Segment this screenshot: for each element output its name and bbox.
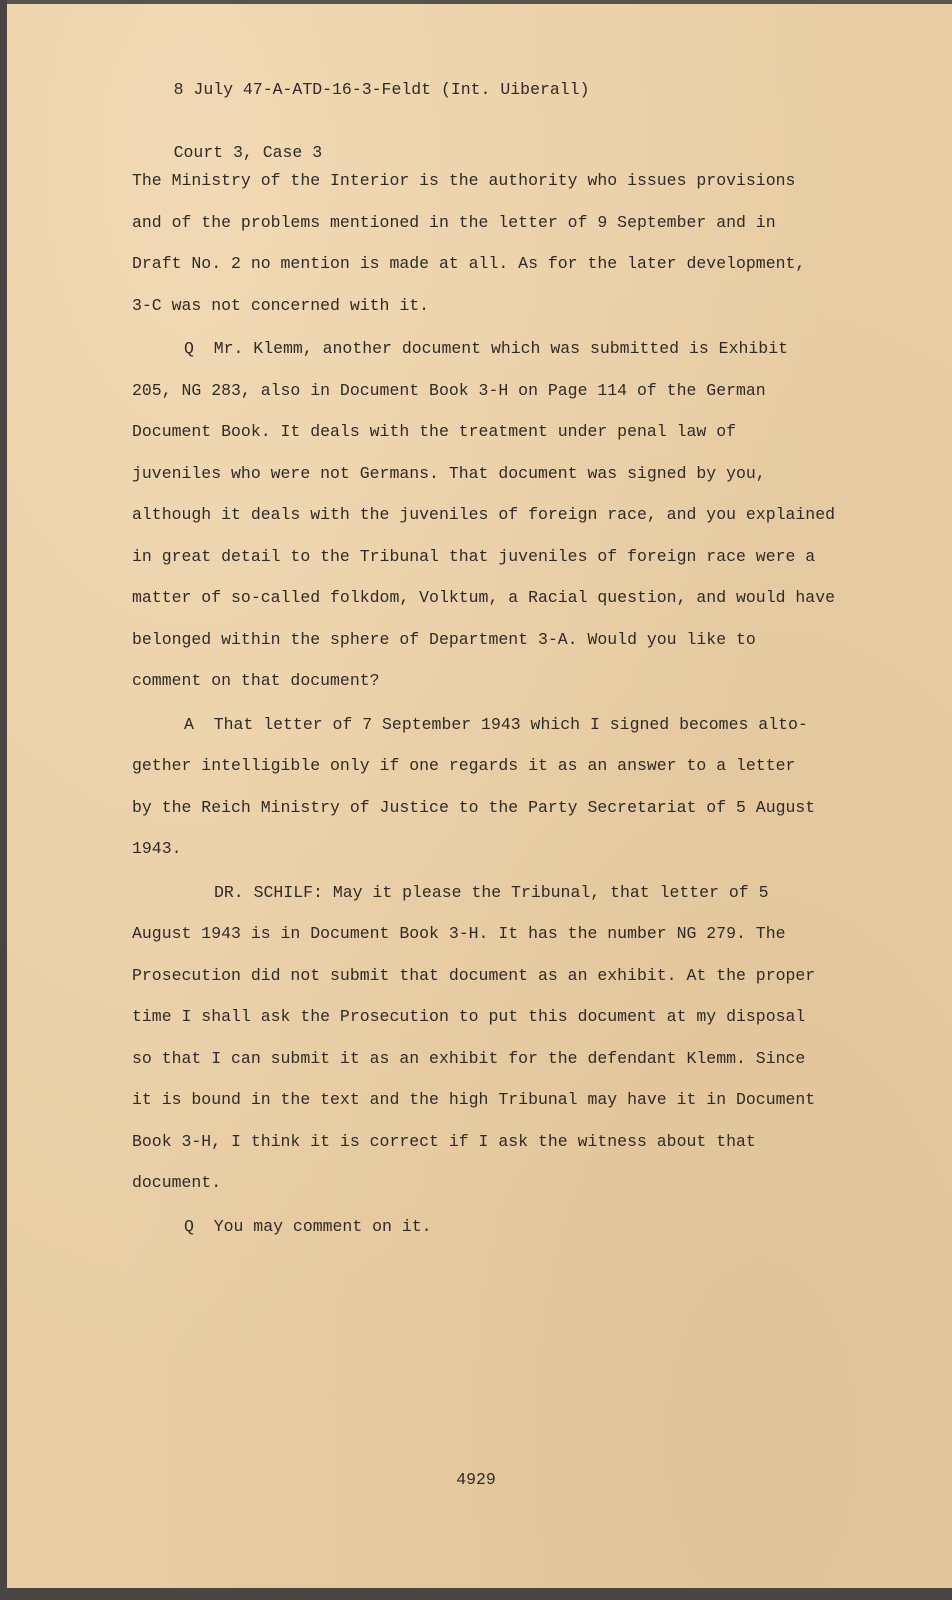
scan-border-bottom — [0, 1588, 952, 1600]
text-line: 1943. — [132, 839, 182, 858]
text-line: it is bound in the text and the high Tribunal may have it in Document — [132, 1090, 816, 1109]
scan-border-top — [0, 0, 952, 4]
text-line: August 1943 is in Document Book 3-H. It has the number NG 279. The — [132, 924, 786, 943]
text-line: Q Mr. Klemm, another document which was submitted is Exhibit — [184, 339, 788, 358]
counsel-statement-paragraph — [132, 872, 862, 1204]
answer-paragraph — [132, 704, 862, 870]
text-line: DR. SCHILF: May it please the Tribunal, that letter of 5 — [214, 882, 769, 902]
text-line: Document Book. It deals with the treatment under penal law of — [132, 422, 736, 441]
text-line: 205, NG 283, also in Document Book 3-H on Page 114 of the German — [132, 380, 766, 400]
text-line: gether intelligible only if one regards it as an answer to a letter — [132, 756, 796, 775]
paragraph — [132, 160, 862, 326]
text-line: The Ministry of the Interior is the authority who issues provisions — [132, 171, 796, 190]
question-paragraph — [132, 1206, 862, 1248]
header-session-line: 8 July 47-A-ATD-16-3-Feldt (Int. Uiberall) — [173, 80, 590, 99]
text-line: and of the problems mentioned in the letter of 9 September and in — [132, 212, 776, 232]
text-line: Draft No. 2 no mention is made at all. As for the later development, — [132, 254, 806, 273]
text-line: by the Reich Ministry of Justice to the Party Secretariat of 5 August — [132, 797, 816, 817]
text-line: 3-C was not concerned with it. — [132, 295, 430, 315]
scan-border-left — [0, 0, 7, 1600]
text-line: A That letter of 7 September 1943 which I signed becomes alto- — [184, 714, 808, 734]
text-line: matter of so-called folkdom, Volktum, a Racial question, and would have — [132, 588, 836, 607]
text-line: time I shall ask the Prosecution to put this document at my disposal — [132, 1007, 806, 1026]
page-number: 4929 — [456, 1470, 496, 1489]
text-line: juveniles who were not Germans. That document was signed by you, — [132, 463, 766, 483]
text-line: so that I can submit it as an exhibit for the defendant Klemm. Since — [132, 1048, 806, 1068]
text-line: although it deals with the juveniles of foreign race, and you explained — [132, 505, 836, 524]
text-line: belonged within the sphere of Department 3-A. Would you like to — [132, 629, 756, 649]
text-line: document. — [132, 1173, 222, 1192]
text-line: in great detail to the Tribunal that juveniles of foreign race were a — [132, 546, 816, 566]
transcript-body — [132, 160, 862, 1249]
text-line: Q You may comment on it. — [184, 1216, 432, 1236]
question-paragraph — [132, 328, 862, 702]
text-line: Book 3-H, I think it is correct if I ask the witness about that — [132, 1131, 756, 1151]
header-court-line: Court 3, Case 3 — [173, 143, 323, 162]
text-line: Prosecution did not submit that document as an exhibit. At the proper — [132, 965, 816, 985]
text-line: comment on that document? — [132, 671, 380, 690]
